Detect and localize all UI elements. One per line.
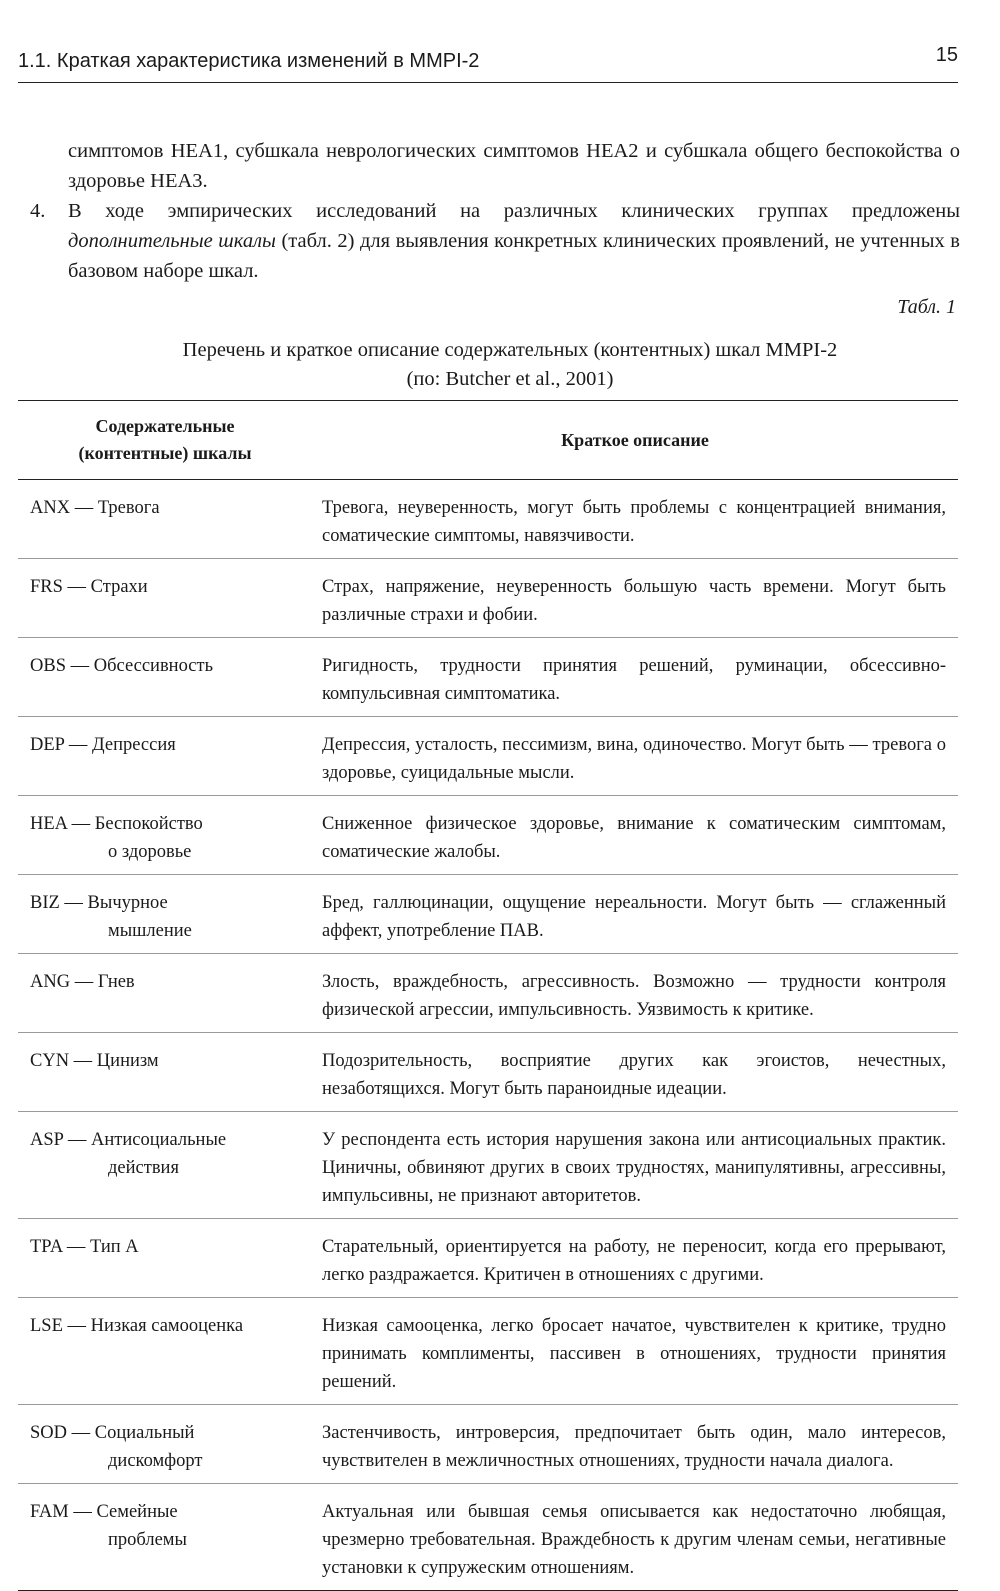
scale-name-cell bbox=[18, 954, 312, 1033]
scale-name: ANG — Гнев bbox=[30, 972, 135, 992]
scale-name: OBS — Обсессивность bbox=[30, 656, 214, 676]
table-row bbox=[18, 1484, 958, 1591]
column-header-scales-line-1: Содержательные bbox=[95, 416, 235, 436]
item4-before: В ходе эмпирических исследований на различных клинических группах предложены bbox=[68, 200, 960, 222]
scale-name: FRS — Страхи bbox=[30, 577, 148, 597]
scale-name-cell bbox=[18, 1033, 312, 1112]
table-row bbox=[18, 954, 958, 1033]
scale-name: HEA — Беспокойство bbox=[30, 814, 203, 834]
scale-name-cell bbox=[18, 796, 312, 875]
scale-name: ANX — Тревога bbox=[30, 498, 160, 518]
scale-name: ASP — Антисоциальные bbox=[30, 1130, 227, 1150]
table-row bbox=[18, 1033, 958, 1112]
scale-name-cell bbox=[18, 1405, 312, 1484]
column-header-description: Краткое описание bbox=[312, 401, 958, 480]
table-row bbox=[18, 559, 958, 638]
scale-description: Низкая самооценка, легко бросает начатое, чувствителен к критике, трудно принимать комплименты, пассивен в отношениях, трудности принятия решений. bbox=[322, 1316, 946, 1392]
list-item-text bbox=[68, 196, 960, 286]
table-row bbox=[18, 638, 958, 717]
scale-name: FAM — Семейные bbox=[30, 1502, 178, 1522]
scale-description: Тревога, неуверенность, могут быть проблемы с концентрацией внимания, соматические симптомы, навязчивости. bbox=[322, 498, 946, 546]
table-row bbox=[18, 1112, 958, 1219]
table-row bbox=[18, 796, 958, 875]
running-head bbox=[18, 44, 958, 83]
scale-name-cell bbox=[18, 717, 312, 796]
item4-emphasis: дополнительные шкалы bbox=[68, 230, 276, 252]
scale-name-continued: мышление bbox=[108, 921, 192, 941]
table-row bbox=[18, 1298, 958, 1405]
scale-name: TPA — Тип А bbox=[30, 1237, 139, 1257]
scale-name: SOD — Социальный bbox=[30, 1423, 195, 1443]
scale-description: Старательный, ориентируется на работу, не переносит, когда его прерывают, легко раздражается. Критичен в отношениях с другими. bbox=[322, 1237, 946, 1285]
scale-description: Застенчивость, интроверсия, предпочитает быть один, мало интересов, чувствителен в межличностных отношениях, трудности начала диалога. bbox=[322, 1423, 946, 1471]
list-number: 4. bbox=[30, 200, 46, 222]
table-label: Табл. 1 bbox=[897, 296, 956, 318]
scale-description: Сниженное физическое здоровье, внимание к соматическим симптомам, соматические жалобы. bbox=[322, 814, 946, 862]
table-row bbox=[18, 1405, 958, 1484]
scale-name-cell bbox=[18, 559, 312, 638]
scale-name: BIZ — Вычурное bbox=[30, 893, 168, 913]
table-header-row bbox=[18, 401, 958, 480]
scale-description: Депрессия, усталость, пессимизм, вина, одиночество. Могут быть — тревога о здоровье, суицидальные мысли. bbox=[322, 735, 946, 783]
scale-name-cell bbox=[18, 480, 312, 559]
scale-description: Актуальная или бывшая семья описывается как недостаточно любящая, чрезмерно требовательная. Враждебность к другим членам семьи, негативные установки к супружеским отношениям. bbox=[322, 1502, 946, 1578]
scale-description: Бред, галлюцинации, ощущение нереальности. Могут быть — сглаженный аффект, употребление ПАВ. bbox=[322, 893, 946, 941]
scale-name-cell bbox=[18, 638, 312, 717]
scale-description: Страх, напряжение, неуверенность большую часть времени. Могут быть различные страхи и фобии. bbox=[322, 577, 946, 625]
scale-description: Злость, враждебность, агрессивность. Возможно — трудности контроля физической агрессии, импульсивность. Уязвимость к критике. bbox=[322, 972, 946, 1020]
running-title: 1.1. Краткая характеристика изменений в MMPI-2 bbox=[18, 50, 480, 72]
scale-name-continued: дискомфорт bbox=[108, 1451, 203, 1471]
table-row bbox=[18, 480, 958, 559]
scale-name-continued: проблемы bbox=[108, 1530, 187, 1550]
scale-name-cell bbox=[18, 1112, 312, 1219]
list-item-4 bbox=[30, 196, 960, 286]
table-title-line-1: Перечень и краткое описание содержательных (контентных) шкал MMPI-2 bbox=[182, 339, 838, 361]
content-scales-table bbox=[18, 400, 958, 1591]
table-row bbox=[18, 717, 958, 796]
column-header-scales bbox=[18, 401, 312, 480]
scale-name-continued: о здоровье bbox=[108, 842, 192, 862]
table-row bbox=[18, 875, 958, 954]
scale-description: У респондента есть история нарушения закона или антисоциальных практик. Циничны, обвиняют других в своих трудностях, манипулятивны, агрессивны, импульсивны, не признают авторитетов. bbox=[322, 1130, 946, 1206]
column-header-scales-line-2: (контентные) шкалы bbox=[78, 443, 252, 463]
item4-after: (табл. 2) для выявления конкретных клинических проявлений, не учтенных в базовом наборе шкал. bbox=[68, 230, 960, 282]
continuation-paragraph: симптомов HEA1, субшкала неврологических симптомов HEA2 и субшкала общего беспокойства о здоровье HEA3. bbox=[68, 140, 960, 192]
scale-name-cell bbox=[18, 1298, 312, 1405]
scale-name: LSE — Низкая самооценка bbox=[30, 1316, 244, 1336]
table-title-line-2: (по: Butcher et al., 2001) bbox=[406, 368, 614, 390]
scale-name: CYN — Цинизм bbox=[30, 1051, 159, 1071]
table-title bbox=[60, 336, 960, 394]
body-text bbox=[30, 136, 960, 286]
table-row bbox=[18, 1219, 958, 1298]
scale-name-continued: действия bbox=[108, 1158, 179, 1178]
scale-name-cell bbox=[18, 1484, 312, 1591]
scale-name-cell bbox=[18, 1219, 312, 1298]
scale-description: Подозрительность, восприятие других как эгоистов, нечестных, незаботящихся. Могут быть параноидные идеации. bbox=[322, 1051, 946, 1099]
scale-name: DEP — Депрессия bbox=[30, 735, 176, 755]
scale-description: Ригидность, трудности принятия решений, руминации, обсессивно-компульсивная симптоматика. bbox=[322, 656, 946, 704]
page-number: 15 bbox=[935, 44, 958, 66]
scale-name-cell bbox=[18, 875, 312, 954]
